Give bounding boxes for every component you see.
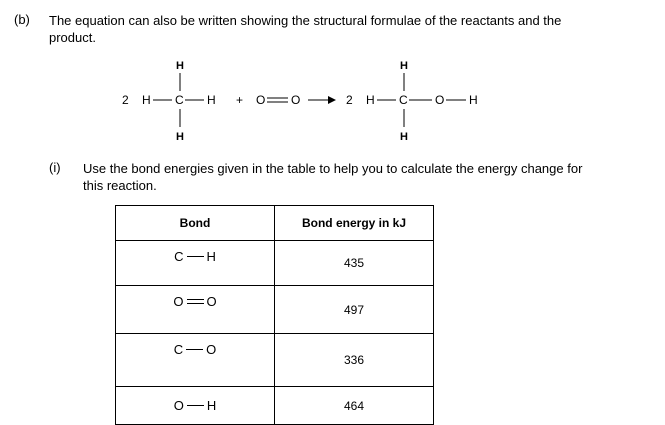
- structural-equation: [0, 0, 665, 150]
- table-row: [116, 286, 434, 334]
- bond-cell: [116, 286, 275, 334]
- atom-h-bottom-left: H: [176, 131, 184, 143]
- single-bond: [186, 349, 203, 350]
- coefficient-right: 2: [346, 93, 353, 107]
- oxygen-structure: [256, 93, 300, 107]
- atom-h-right: H: [207, 93, 216, 107]
- subquestion-text: Use the bond energies given in the table to help you to calculate the energy change for this reaction.: [83, 161, 583, 193]
- bond-cell: [116, 334, 275, 387]
- atom-h-hydroxyl: H: [469, 93, 478, 107]
- atom-o-1: O: [256, 93, 266, 107]
- single-bond: [187, 256, 204, 257]
- table-row: [116, 387, 434, 425]
- atom-h-top-left: H: [176, 60, 184, 72]
- plus-sign: +: [236, 93, 244, 107]
- single-bond: [187, 405, 204, 406]
- subquestion-label: (i): [49, 160, 61, 175]
- atom-h-bottom-right: H: [400, 131, 408, 143]
- double-bond: [187, 299, 204, 304]
- energy-cell: 497: [275, 286, 434, 334]
- bond-cell: [116, 387, 275, 425]
- bond-atom-2: O: [206, 294, 217, 309]
- bond-atom-1: O: [173, 398, 184, 413]
- question-text: The equation can also be written showing the structural formulae of the reactants and the product.: [49, 13, 562, 45]
- header-bond-energy: Bond energy in kJ: [275, 206, 434, 241]
- atom-o-2: O: [291, 93, 301, 107]
- atom-h-left: H: [142, 93, 151, 107]
- bond-atom-1: O: [173, 294, 184, 309]
- bond-atom-1: C: [174, 249, 184, 264]
- energy-cell: 464: [275, 387, 434, 425]
- bond-atom-2: H: [206, 398, 217, 413]
- atom-o-methanol: O: [435, 93, 445, 107]
- reaction-arrow: [308, 96, 336, 104]
- bond-atom-1: C: [173, 342, 184, 357]
- atom-h-top-right: H: [400, 60, 408, 72]
- bond-energy-table: [115, 205, 434, 425]
- energy-cell: 336: [275, 334, 434, 387]
- coefficient-left: 2: [122, 93, 129, 107]
- bond-cell: [116, 241, 275, 286]
- table-row: [116, 241, 434, 286]
- question-label: (b): [14, 12, 30, 27]
- bond-atom-2: H: [206, 249, 216, 264]
- energy-cell: 435: [275, 241, 434, 286]
- atom-h-left-2: H: [366, 93, 375, 107]
- bond-atom-2: O: [206, 342, 217, 357]
- methanol-structure: [346, 60, 478, 143]
- table-header-row: [116, 206, 434, 241]
- atom-c-right: C: [399, 93, 408, 107]
- atom-c-left: C: [175, 93, 184, 107]
- header-bond: Bond: [116, 206, 275, 241]
- table-row: [116, 334, 434, 387]
- methane-structure: [122, 60, 216, 143]
